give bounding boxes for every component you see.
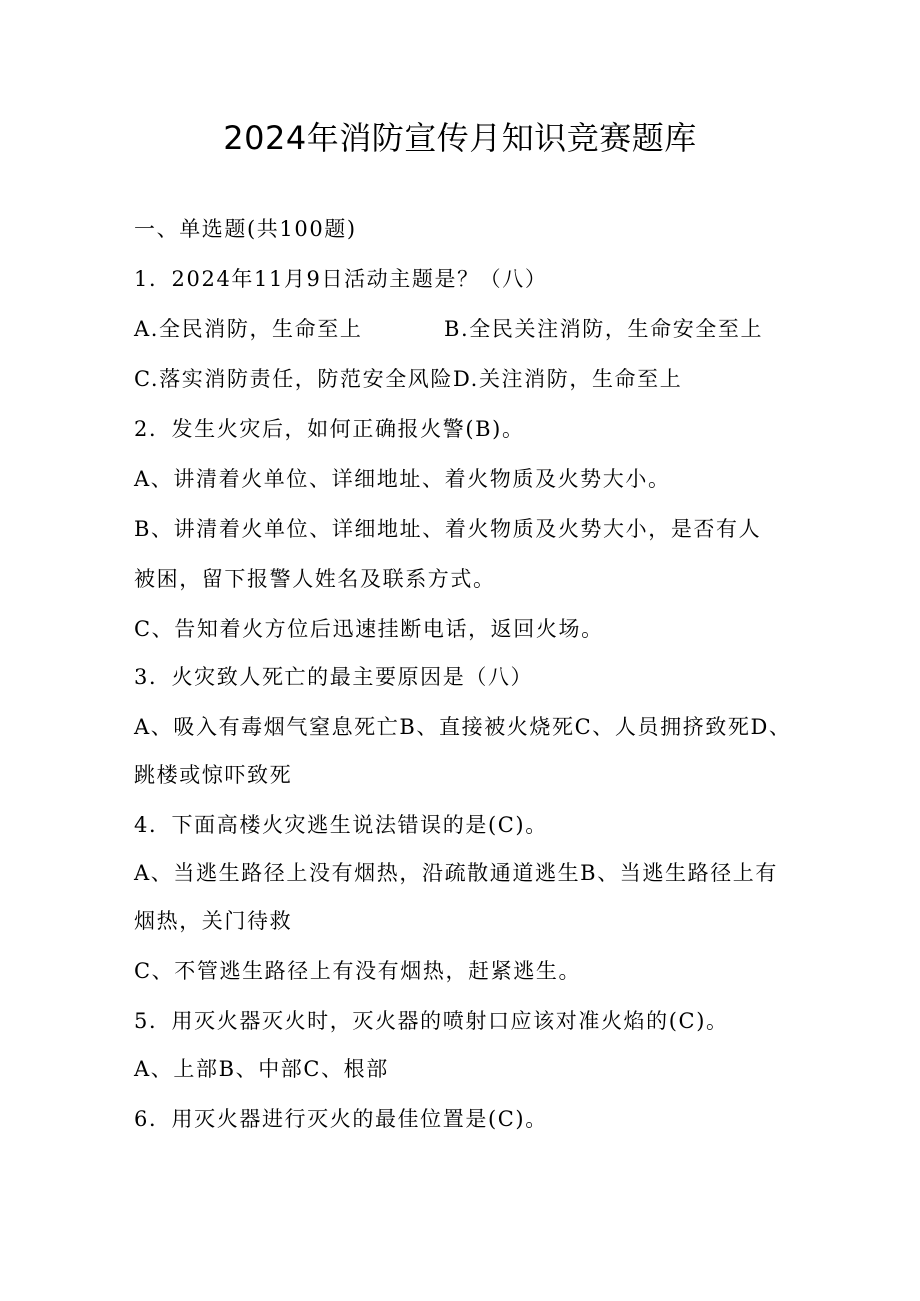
- question-2-option-b-line2: 被困，留下报警人姓名及联系方式。: [134, 567, 496, 591]
- question-2: 2．发生火灾后，如何正确报火警(B)。: [134, 417, 525, 441]
- question-1-options-cd: C.落实消防责任，防范安全风险D.关注消防，生命至上: [134, 367, 683, 391]
- question-4-options-line2: 烟热，关门待救: [134, 909, 293, 933]
- question-2-option-c: C、告知着火方位后迅速挂断电话，返回火场。: [134, 617, 604, 641]
- question-4-option-c: C、不管逃生路径上有没有烟热，赶紧逃生。: [134, 959, 582, 983]
- question-5: 5．用灭火器灭火时，灭火器的喷射口应该对准火焰的(C)。: [134, 1009, 729, 1033]
- question-2-option-b-line1: B、讲清着火单位、详细地址、着火物质及火势大小，是否有人: [134, 517, 762, 541]
- document-title: 2024年消防宣传月知识竞赛题库: [223, 119, 697, 157]
- question-3-options-line1: A、吸入有毒烟气窒息死亡B、直接被火烧死C、人员拥挤致死D、: [134, 715, 792, 739]
- question-1-option-b: B.全民关注消防，生命安全至上: [444, 317, 764, 341]
- question-3-options-line2: 跳楼或惊吓致死: [134, 763, 293, 787]
- question-5-options: A、上部B、中部C、根部: [134, 1057, 389, 1081]
- question-6: 6．用灭火器进行灭火的最佳位置是(C)。: [134, 1107, 548, 1131]
- question-1-option-a: A.全民消防，生命至上: [134, 317, 363, 341]
- question-4: 4．下面高楼火灾逃生说法错误的是(C)。: [134, 813, 548, 837]
- question-3: 3．火灾致人死亡的最主要原因是（八）: [134, 665, 534, 689]
- section-heading: 一、单选题(共100题): [134, 217, 357, 241]
- question-1: 1．2024年11月9日活动主题是？（八）: [134, 267, 548, 291]
- question-2-option-a: A、讲清着火单位、详细地址、着火物质及火势大小。: [134, 467, 671, 491]
- question-1-options-ab: [134, 314, 764, 344]
- question-4-options-line1: A、当逃生路径上没有烟热，沿疏散通道逃生B、当逃生路径上有: [134, 861, 778, 885]
